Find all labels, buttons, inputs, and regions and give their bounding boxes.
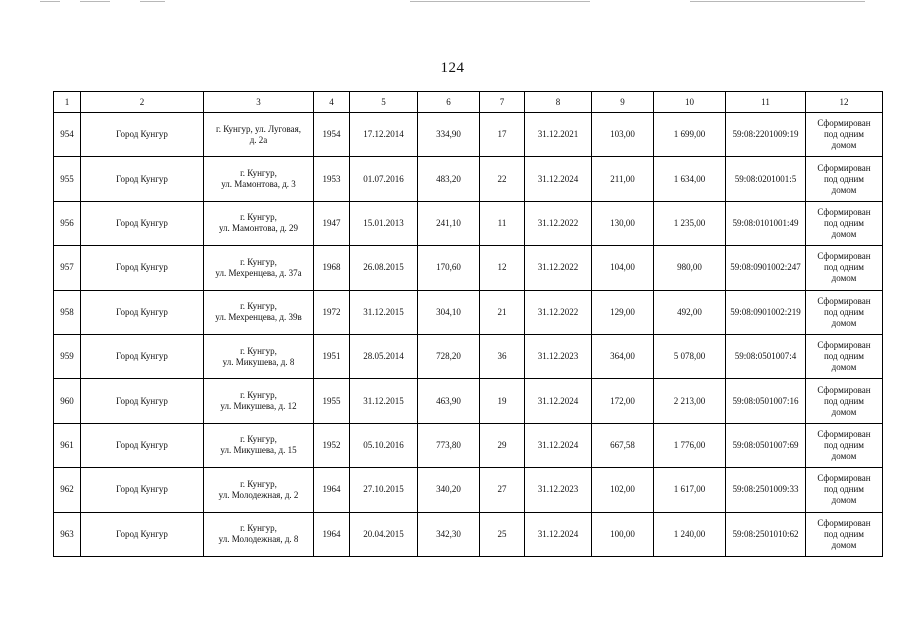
municipality-cell: Город Кунгур <box>81 334 204 378</box>
municipality-cell: Город Кунгур <box>81 157 204 201</box>
residents-cell: 36 <box>480 334 525 378</box>
year-built-cell: 1954 <box>314 113 350 157</box>
value-cell: 1 240,00 <box>654 512 726 556</box>
table-header-row <box>54 92 883 113</box>
scan-top-edge <box>0 0 905 6</box>
municipality-cell: Город Кунгур <box>81 290 204 334</box>
area-cell: 340,20 <box>418 468 480 512</box>
column-header-12: 12 <box>806 92 883 113</box>
land-status-cell: Сформирован под одним домом <box>806 246 883 290</box>
deadline-date-cell: 31.12.2023 <box>525 468 592 512</box>
deadline-date-cell: 31.12.2021 <box>525 113 592 157</box>
row-number-cell: 957 <box>54 246 81 290</box>
value-cell: 1 699,00 <box>654 113 726 157</box>
cadastral-number-cell: 59:08:2501010:62 <box>726 512 806 556</box>
land-area-cell: 103,00 <box>592 113 654 157</box>
municipality-cell: Город Кунгур <box>81 201 204 245</box>
table-row <box>54 379 883 423</box>
land-area-cell: 104,00 <box>592 246 654 290</box>
column-header-5: 5 <box>350 92 418 113</box>
address-cell: г. Кунгур, ул. Мехренцева, д. 37а <box>204 246 314 290</box>
row-number-cell: 963 <box>54 512 81 556</box>
land-status-cell: Сформирован под одним домом <box>806 512 883 556</box>
row-number-cell: 954 <box>54 113 81 157</box>
cadastral-number-cell: 59:08:0901002:247 <box>726 246 806 290</box>
address-cell: г. Кунгур, ул. Молодежная, д. 2 <box>204 468 314 512</box>
date-cell: 31.12.2015 <box>350 379 418 423</box>
land-status-cell: Сформирован под одним домом <box>806 201 883 245</box>
area-cell: 241,10 <box>418 201 480 245</box>
land-status-cell: Сформирован под одним домом <box>806 468 883 512</box>
year-built-cell: 1964 <box>314 468 350 512</box>
value-cell: 5 078,00 <box>654 334 726 378</box>
residents-cell: 12 <box>480 246 525 290</box>
table-row <box>54 246 883 290</box>
residents-cell: 22 <box>480 157 525 201</box>
deadline-date-cell: 31.12.2022 <box>525 246 592 290</box>
year-built-cell: 1972 <box>314 290 350 334</box>
date-cell: 20.04.2015 <box>350 512 418 556</box>
residents-cell: 21 <box>480 290 525 334</box>
area-cell: 728,20 <box>418 334 480 378</box>
year-built-cell: 1964 <box>314 512 350 556</box>
date-cell: 05.10.2016 <box>350 423 418 467</box>
municipality-cell: Город Кунгур <box>81 512 204 556</box>
land-area-cell: 129,00 <box>592 290 654 334</box>
value-cell: 1 235,00 <box>654 201 726 245</box>
address-cell: г. Кунгур, ул. Луговая, д. 2а <box>204 113 314 157</box>
column-header-1: 1 <box>54 92 81 113</box>
area-cell: 342,30 <box>418 512 480 556</box>
column-header-6: 6 <box>418 92 480 113</box>
land-status-cell: Сформирован под одним домом <box>806 113 883 157</box>
column-header-9: 9 <box>592 92 654 113</box>
table-row <box>54 468 883 512</box>
address-cell: г. Кунгур, ул. Молодежная, д. 8 <box>204 512 314 556</box>
residents-cell: 25 <box>480 512 525 556</box>
year-built-cell: 1953 <box>314 157 350 201</box>
area-cell: 483,20 <box>418 157 480 201</box>
year-built-cell: 1952 <box>314 423 350 467</box>
address-cell: г. Кунгур, ул. Мамонтова, д. 29 <box>204 201 314 245</box>
municipality-cell: Город Кунгур <box>81 379 204 423</box>
deadline-date-cell: 31.12.2024 <box>525 423 592 467</box>
date-cell: 31.12.2015 <box>350 290 418 334</box>
table-row <box>54 290 883 334</box>
date-cell: 28.05.2014 <box>350 334 418 378</box>
land-status-cell: Сформирован под одним домом <box>806 379 883 423</box>
deadline-date-cell: 31.12.2022 <box>525 201 592 245</box>
row-number-cell: 956 <box>54 201 81 245</box>
row-number-cell: 962 <box>54 468 81 512</box>
residents-cell: 19 <box>480 379 525 423</box>
cadastral-number-cell: 59:08:0201001:5 <box>726 157 806 201</box>
land-area-cell: 364,00 <box>592 334 654 378</box>
cadastral-number-cell: 59:08:2201009:19 <box>726 113 806 157</box>
address-cell: г. Кунгур, ул. Мамонтова, д. 3 <box>204 157 314 201</box>
column-header-8: 8 <box>525 92 592 113</box>
year-built-cell: 1947 <box>314 201 350 245</box>
table-row <box>54 423 883 467</box>
row-number-cell: 959 <box>54 334 81 378</box>
land-status-cell: Сформирован под одним домом <box>806 334 883 378</box>
date-cell: 26.08.2015 <box>350 246 418 290</box>
area-cell: 463,90 <box>418 379 480 423</box>
year-built-cell: 1951 <box>314 334 350 378</box>
deadline-date-cell: 31.12.2024 <box>525 157 592 201</box>
address-cell: г. Кунгур, ул. Мехренцева, д. 39в <box>204 290 314 334</box>
year-built-cell: 1955 <box>314 379 350 423</box>
deadline-date-cell: 31.12.2024 <box>525 379 592 423</box>
cadastral-number-cell: 59:08:0501007:69 <box>726 423 806 467</box>
value-cell: 980,00 <box>654 246 726 290</box>
table-body <box>54 113 883 557</box>
address-cell: г. Кунгур, ул. Микушева, д. 8 <box>204 334 314 378</box>
municipality-cell: Город Кунгур <box>81 468 204 512</box>
land-area-cell: 100,00 <box>592 512 654 556</box>
land-area-cell: 667,58 <box>592 423 654 467</box>
table-row <box>54 113 883 157</box>
residents-cell: 27 <box>480 468 525 512</box>
land-area-cell: 102,00 <box>592 468 654 512</box>
deadline-date-cell: 31.12.2023 <box>525 334 592 378</box>
date-cell: 15.01.2013 <box>350 201 418 245</box>
address-cell: г. Кунгур, ул. Микушева, д. 12 <box>204 379 314 423</box>
area-cell: 170,60 <box>418 246 480 290</box>
municipality-cell: Город Кунгур <box>81 423 204 467</box>
date-cell: 27.10.2015 <box>350 468 418 512</box>
registry-table <box>53 91 883 557</box>
value-cell: 1 776,00 <box>654 423 726 467</box>
residents-cell: 11 <box>480 201 525 245</box>
land-area-cell: 172,00 <box>592 379 654 423</box>
land-status-cell: Сформирован под одним домом <box>806 290 883 334</box>
land-area-cell: 130,00 <box>592 201 654 245</box>
deadline-date-cell: 31.12.2024 <box>525 512 592 556</box>
value-cell: 1 634,00 <box>654 157 726 201</box>
page-number: 124 <box>440 60 465 76</box>
column-header-4: 4 <box>314 92 350 113</box>
cadastral-number-cell: 59:08:0101001:49 <box>726 201 806 245</box>
row-number-cell: 961 <box>54 423 81 467</box>
date-cell: 01.07.2016 <box>350 157 418 201</box>
municipality-cell: Город Кунгур <box>81 246 204 290</box>
table-row <box>54 334 883 378</box>
cadastral-number-cell: 59:08:0501007:16 <box>726 379 806 423</box>
year-built-cell: 1968 <box>314 246 350 290</box>
deadline-date-cell: 31.12.2022 <box>525 290 592 334</box>
cadastral-number-cell: 59:08:0901002:219 <box>726 290 806 334</box>
row-number-cell: 960 <box>54 379 81 423</box>
row-number-cell: 958 <box>54 290 81 334</box>
table-row <box>54 201 883 245</box>
date-cell: 17.12.2014 <box>350 113 418 157</box>
land-area-cell: 211,00 <box>592 157 654 201</box>
cadastral-number-cell: 59:08:2501009:33 <box>726 468 806 512</box>
address-cell: г. Кунгур, ул. Микушева, д. 15 <box>204 423 314 467</box>
column-header-11: 11 <box>726 92 806 113</box>
column-header-7: 7 <box>480 92 525 113</box>
area-cell: 773,80 <box>418 423 480 467</box>
column-header-3: 3 <box>204 92 314 113</box>
column-header-2: 2 <box>81 92 204 113</box>
municipality-cell: Город Кунгур <box>81 113 204 157</box>
table-row <box>54 157 883 201</box>
land-status-cell: Сформирован под одним домом <box>806 157 883 201</box>
residents-cell: 29 <box>480 423 525 467</box>
residents-cell: 17 <box>480 113 525 157</box>
value-cell: 2 213,00 <box>654 379 726 423</box>
value-cell: 1 617,00 <box>654 468 726 512</box>
land-status-cell: Сформирован под одним домом <box>806 423 883 467</box>
area-cell: 304,10 <box>418 290 480 334</box>
table-row <box>54 512 883 556</box>
column-header-10: 10 <box>654 92 726 113</box>
value-cell: 492,00 <box>654 290 726 334</box>
area-cell: 334,90 <box>418 113 480 157</box>
row-number-cell: 955 <box>54 157 81 201</box>
cadastral-number-cell: 59:08:0501007:4 <box>726 334 806 378</box>
